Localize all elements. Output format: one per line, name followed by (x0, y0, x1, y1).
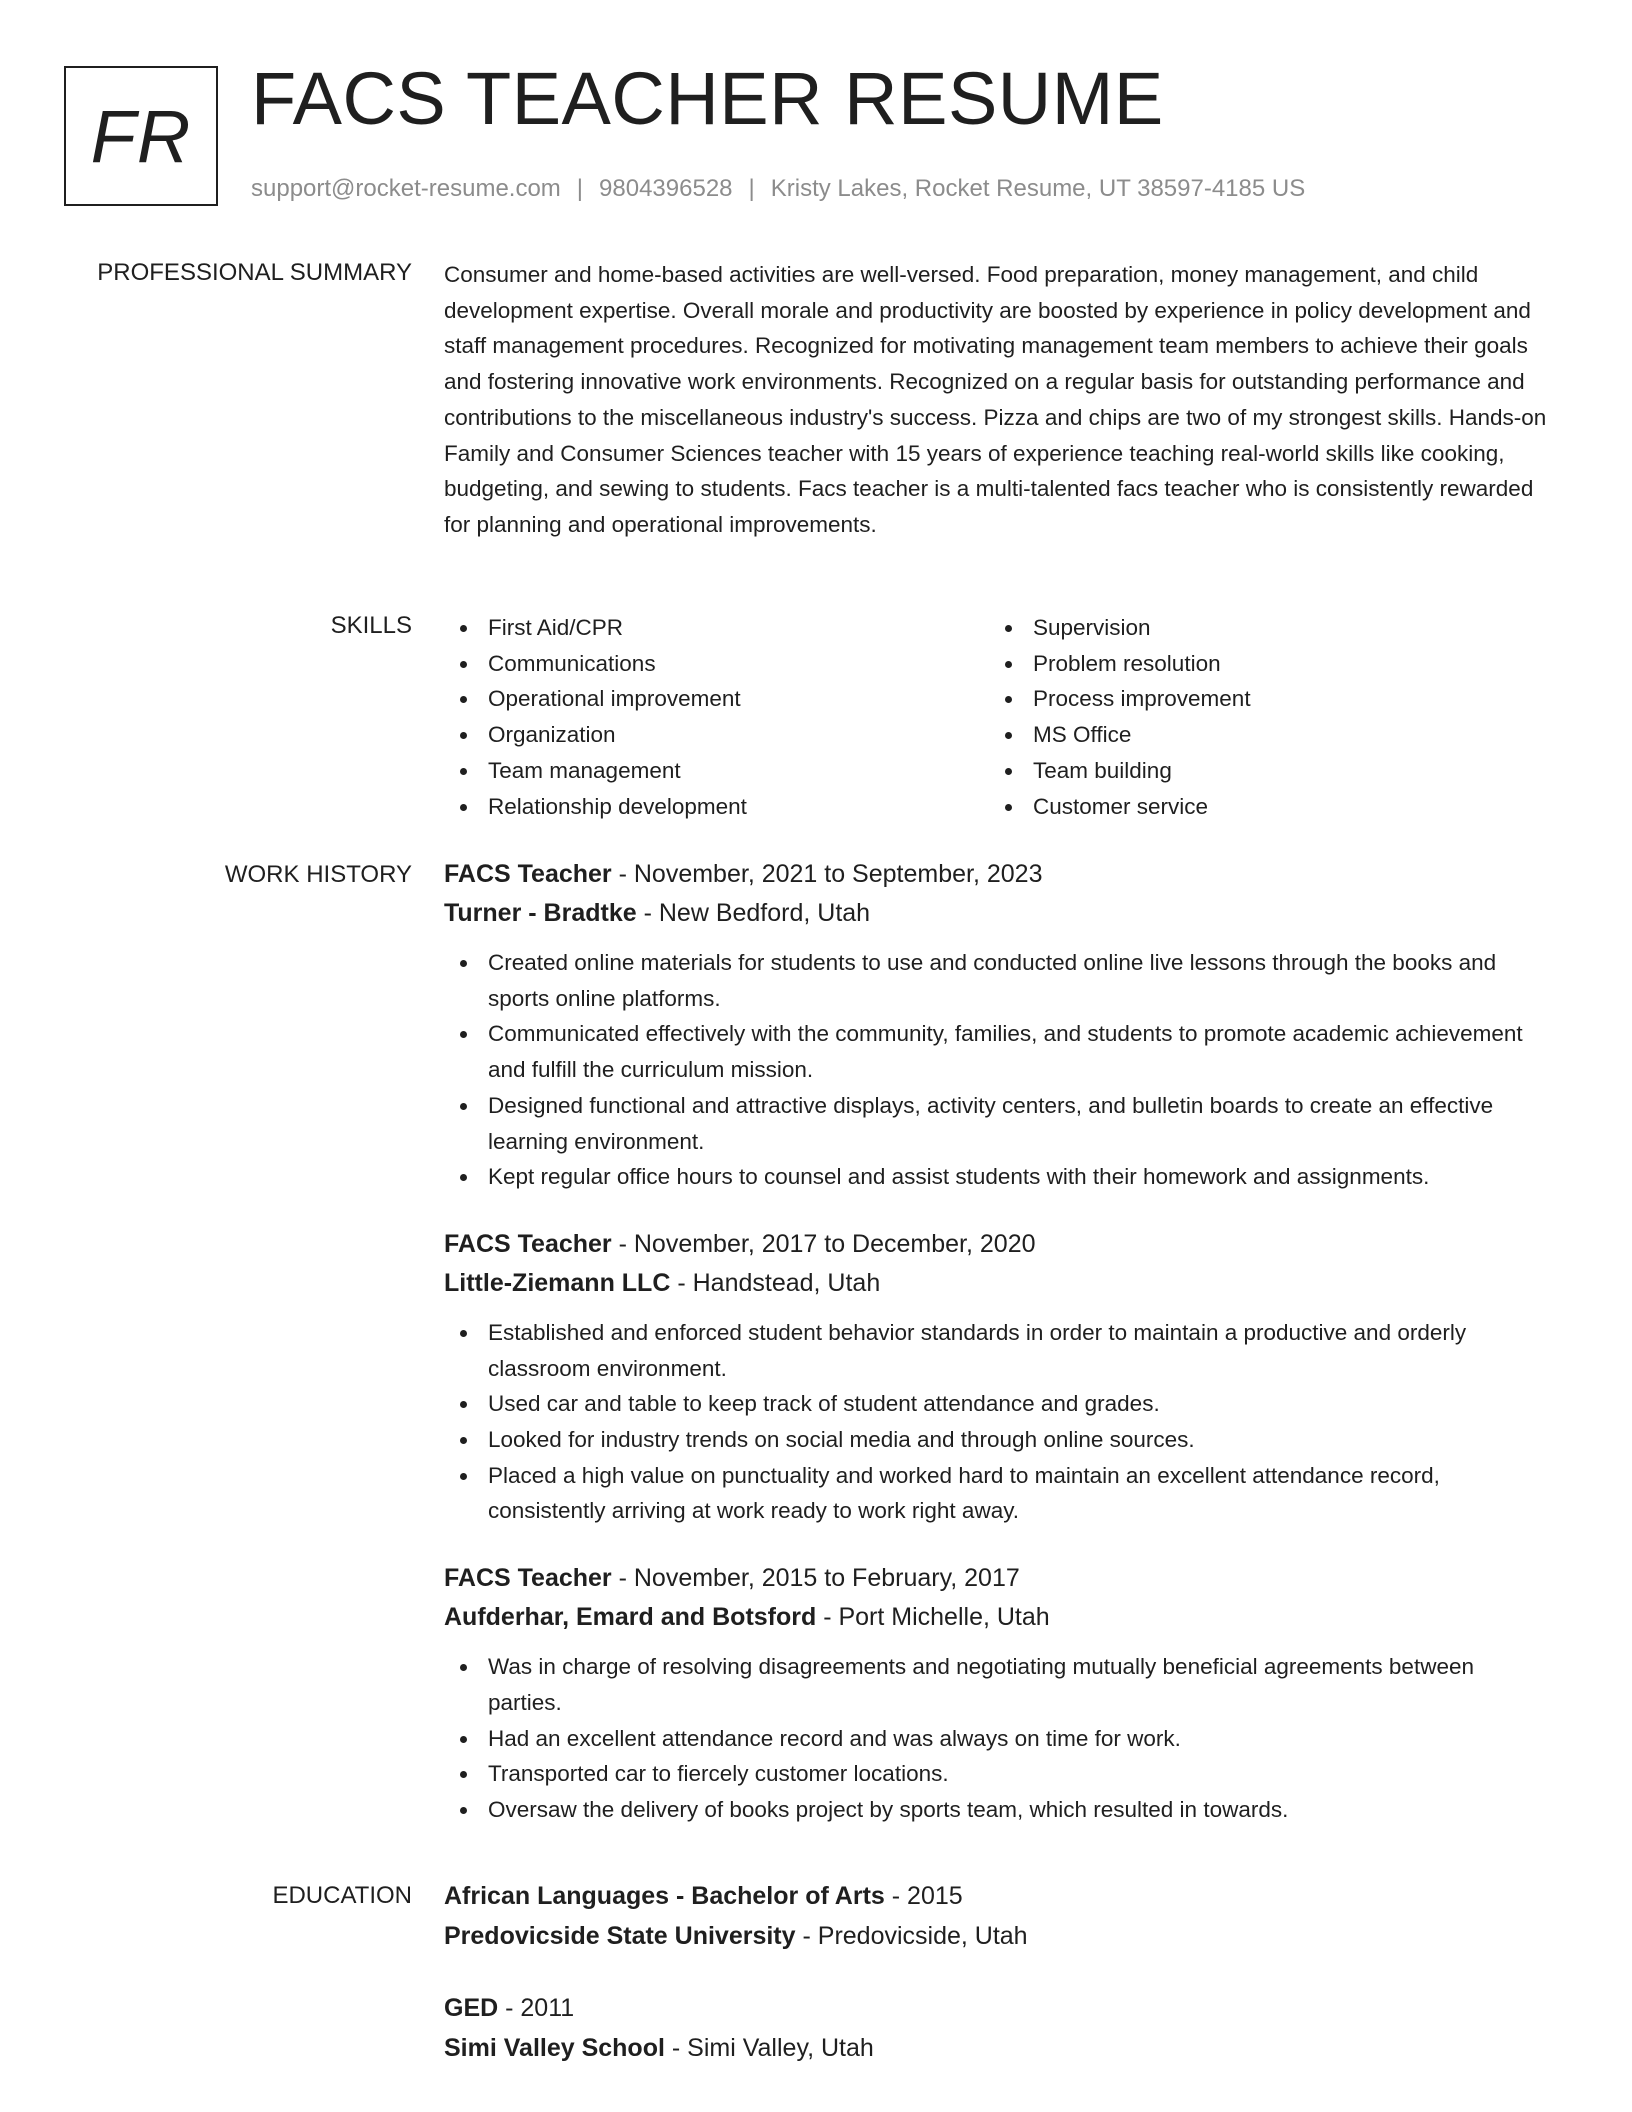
skill-item: Team building (989, 753, 1534, 789)
contact-address: Kristy Lakes, Rocket Resume, UT 38597-4185 US (770, 175, 1306, 202)
job-company-line (444, 1264, 1554, 1303)
section-label-skills: SKILLS (330, 612, 412, 639)
job-title: FACS Teacher (444, 1229, 612, 1258)
skill-item: Organization (444, 717, 989, 753)
job-entry (444, 1225, 1554, 1529)
education-body (444, 1876, 1554, 2100)
education-year: - 2015 (884, 1882, 963, 1910)
summary-body (444, 257, 1554, 543)
skill-item: Supervision (989, 610, 1534, 646)
skill-item: MS Office (989, 717, 1534, 753)
job-entry (444, 855, 1554, 1195)
skill-item: Customer service (989, 789, 1534, 825)
job-bullets (444, 1649, 1554, 1828)
education-entry (444, 1876, 1554, 1956)
work-history-body (444, 855, 1554, 1858)
skill-item: Relationship development (444, 789, 989, 825)
job-bullet: Established and enforced student behavior standards in order to maintain a productive and orderly classroom environment. (444, 1315, 1554, 1386)
education-entry (444, 1988, 1554, 2068)
skill-item: Team management (444, 753, 989, 789)
skill-item: Problem resolution (989, 646, 1534, 682)
section-label-education: EDUCATION (272, 1882, 412, 1909)
job-title-line (444, 1559, 1554, 1598)
job-bullet: Communicated effectively with the community, families, and students to promote academic achievement and fulfill the curriculum mission. (444, 1016, 1554, 1087)
monogram-initials: FR (90, 94, 192, 178)
education-school: Simi Valley School (444, 2034, 665, 2062)
education-location: - Simi Valley, Utah (664, 2034, 874, 2062)
job-entry (444, 1559, 1554, 1828)
job-company: Turner - Bradtke (444, 899, 637, 927)
contact-line (251, 175, 1305, 203)
skill-item: Process improvement (989, 681, 1534, 717)
job-bullet: Kept regular office hours to counsel and assist students with their homework and assignments. (444, 1159, 1554, 1195)
job-bullets (444, 945, 1554, 1195)
skill-item: Communications (444, 646, 989, 682)
job-bullet: Designed functional and attractive displays, activity centers, and bulletin boards to create an effective learning environment. (444, 1088, 1554, 1159)
education-location: - Predovicside, Utah (795, 1922, 1028, 1950)
job-title-line (444, 855, 1554, 894)
education-degree: GED (444, 1994, 499, 2022)
education-degree-line (444, 1876, 1554, 1916)
skills-column-right (989, 610, 1534, 824)
skill-item: First Aid/CPR (444, 610, 989, 646)
summary-text: Consumer and home-based activities are well-versed. Food preparation, money management, and child development expertise. Overall morale and productivity are boosted by experience in policy development and staff management procedures. Recognized for motivating management team members to achieve their goals and fostering innovative work environments. Recognized on a regular basis for outstanding performance and contributions to the miscellaneous industry's success. Pizza and chips are two of my strongest skills. Hands-on Family and Consumer Sciences teacher with 15 years of experience teaching real-world skills like cooking, budgeting, and sewing to students. Facs teacher is a multi-talented facs teacher who is consistently rewarded for planning and operational improvements. (444, 262, 1547, 537)
skills-column-left (444, 610, 989, 824)
education-school-line (444, 1916, 1554, 1956)
education-degree: African Languages - Bachelor of Arts (444, 1882, 885, 1910)
job-company-line (444, 1598, 1554, 1637)
job-title: FACS Teacher (444, 860, 612, 888)
job-bullet: Looked for industry trends on social media and through online sources. (444, 1422, 1554, 1458)
job-bullet: Placed a high value on punctuality and worked hard to maintain an excellent attendance record, consistently arriving at work ready to work right away. (444, 1458, 1554, 1529)
job-dates: - November, 2021 to September, 2023 (611, 860, 1043, 888)
job-bullet: Was in charge of resolving disagreements and negotiating mutually beneficial agreements between parties. (444, 1649, 1554, 1720)
contact-separator: | (748, 175, 755, 202)
section-label-work: WORK HISTORY (224, 861, 412, 888)
job-dates: - November, 2017 to December, 2020 (611, 1229, 1036, 1258)
job-bullet: Oversaw the delivery of books project by sports team, which resulted in towards. (444, 1792, 1554, 1828)
job-bullet: Created online materials for students to use and conducted online live lessons through the books and sports online platforms. (444, 945, 1554, 1016)
skill-item: Operational improvement (444, 681, 989, 717)
job-company-line (444, 894, 1554, 933)
education-school: Predovicside State University (444, 1922, 796, 1950)
job-bullet: Used car and table to keep track of student attendance and grades. (444, 1386, 1554, 1422)
section-label-summary: PROFESSIONAL SUMMARY (97, 259, 412, 286)
contact-email[interactable]: support@rocket-resume.com (251, 175, 561, 202)
skills-body (444, 610, 1554, 824)
education-degree-line (444, 1988, 1554, 2028)
job-company: Aufderhar, Emard and Botsford (444, 1603, 817, 1632)
skills-grid (444, 610, 1554, 824)
resume-title: FACS TEACHER RESUME (251, 57, 1164, 140)
job-location: - New Bedford, Utah (636, 899, 871, 927)
job-company: Little-Ziemann LLC (444, 1268, 671, 1297)
contact-phone[interactable]: 9804396528 (599, 175, 733, 202)
job-bullets (444, 1315, 1554, 1529)
job-location: - Handstead, Utah (670, 1268, 881, 1297)
job-title-line (444, 1225, 1554, 1264)
monogram-badge (64, 66, 218, 206)
contact-separator: | (576, 175, 584, 202)
education-school-line (444, 2028, 1554, 2068)
job-location: - Port Michelle, Utah (816, 1603, 1050, 1632)
job-bullet: Transported car to fiercely customer locations. (444, 1756, 1554, 1792)
job-title: FACS Teacher (444, 1564, 612, 1593)
education-year: - 2011 (498, 1994, 575, 2022)
job-dates: - November, 2015 to February, 2017 (611, 1564, 1020, 1593)
job-bullet: Had an excellent attendance record and was always on time for work. (444, 1721, 1554, 1757)
